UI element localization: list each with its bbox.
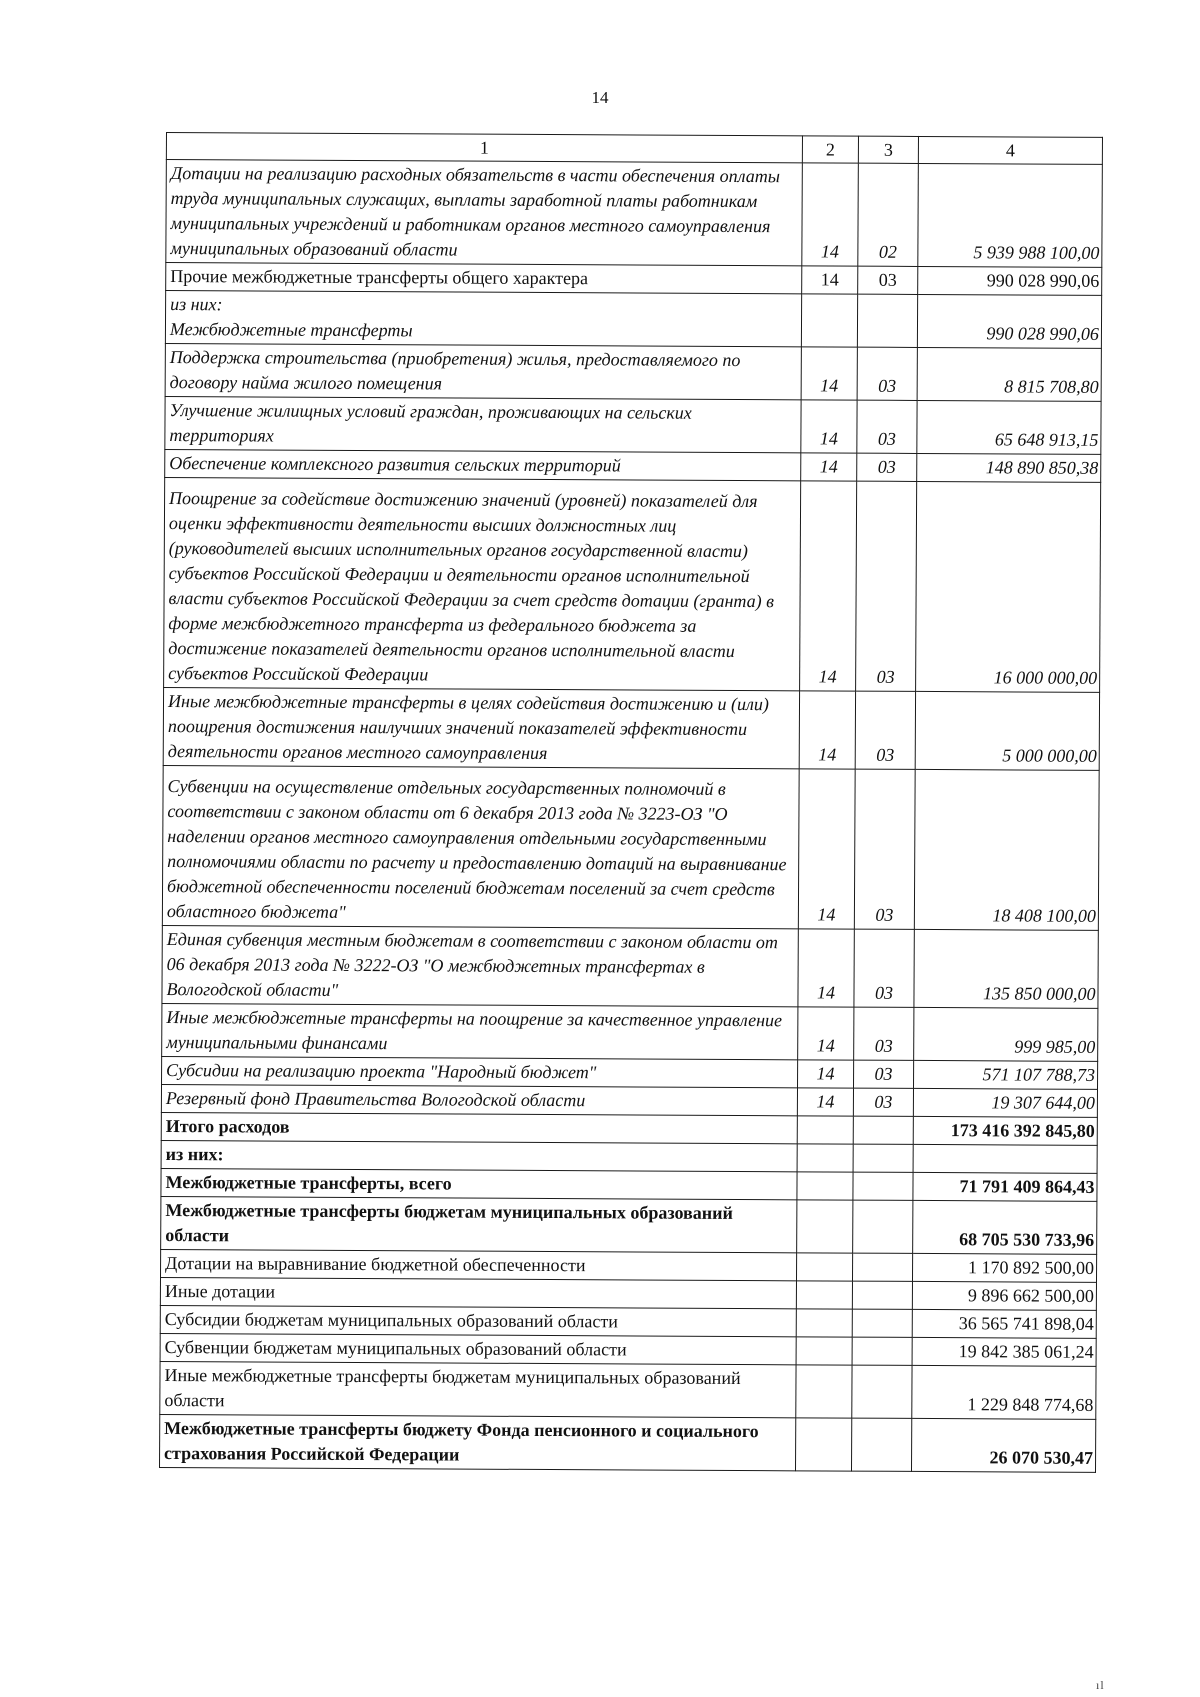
row-name-cell: из них: bbox=[161, 1140, 797, 1171]
row-section-cell bbox=[797, 1144, 853, 1172]
row-name-cell: Межбюджетные трансферты, всего bbox=[161, 1168, 797, 1199]
row-section-cell: 14 bbox=[801, 347, 857, 400]
row-amount-cell: 8 815 708,80 bbox=[917, 347, 1101, 401]
row-amount-cell: 148 890 850,38 bbox=[917, 453, 1101, 482]
row-subsection-cell: 03 bbox=[855, 691, 915, 769]
row-subsection-cell bbox=[851, 1418, 911, 1471]
row-section-cell: 14 bbox=[802, 266, 858, 294]
row-subsection-cell: 03 bbox=[857, 453, 917, 481]
table-row bbox=[166, 160, 1103, 268]
row-amount-cell: 68 705 530 733,96 bbox=[913, 1200, 1097, 1254]
row-subsection-cell bbox=[853, 1116, 913, 1144]
row-section-cell: 14 bbox=[798, 1060, 854, 1088]
row-name-cell: из них: Межбюджетные трансферты bbox=[165, 291, 801, 347]
row-section-cell bbox=[801, 294, 857, 347]
row-name-cell: Субвенции на осуществление отдельных государственных полномочий в соответствии с законом области от 6 декабря 2013 года № 3223-ОЗ "О наделении органов местного самоуправления отдельными государственными полномочиями области по расчету и предоставлению дотаций на выравнивание бюджетной обеспеченности поселений бюджетам поселений за счет средств областного бюджета" bbox=[162, 765, 799, 928]
row-name-cell: Дотации на реализацию расходных обязательств в части обеспечения оплаты труда муниципальных служащих, выплаты заработной платы работникам муниципальных учреждений и работникам органов местного самоуправления муниципальных образований области bbox=[166, 160, 803, 266]
row-subsection-cell: 03 bbox=[853, 1088, 913, 1116]
row-amount-cell: 19 307 644,00 bbox=[913, 1088, 1097, 1117]
row-subsection-cell: 03 bbox=[857, 347, 917, 400]
row-subsection-cell bbox=[852, 1337, 912, 1365]
page-number: 14 bbox=[591, 88, 609, 107]
row-name-cell: Иные дотации bbox=[160, 1277, 796, 1308]
row-name-cell: Обеспечение комплексного развития сельских территорий bbox=[165, 449, 801, 480]
row-amount-cell: 999 985,00 bbox=[914, 1007, 1098, 1061]
table-row bbox=[160, 1361, 1096, 1419]
row-section-cell: 14 bbox=[798, 769, 855, 929]
row-amount-cell: 173 416 392 845,80 bbox=[913, 1116, 1097, 1145]
table-row bbox=[162, 765, 1099, 930]
row-subsection-cell: 03 bbox=[854, 769, 915, 929]
row-section-cell: 14 bbox=[799, 691, 855, 769]
row-name-cell: Улучшение жилищных условий граждан, проживающих на сельских территориях bbox=[165, 396, 801, 452]
row-section-cell: 14 bbox=[798, 1007, 854, 1060]
row-section-cell bbox=[796, 1253, 852, 1281]
table-body bbox=[160, 160, 1103, 1473]
row-section-cell bbox=[797, 1116, 853, 1144]
row-amount-cell: 16 000 000,00 bbox=[916, 481, 1101, 692]
row-subsection-cell bbox=[852, 1281, 912, 1309]
row-amount-cell: 36 565 741 898,04 bbox=[912, 1309, 1096, 1338]
row-section-cell bbox=[796, 1309, 852, 1337]
row-section-cell bbox=[797, 1200, 853, 1253]
row-amount-cell: 71 791 409 864,43 bbox=[913, 1172, 1097, 1201]
row-subsection-cell: 03 bbox=[854, 1007, 914, 1060]
row-section-cell bbox=[796, 1281, 852, 1309]
row-subsection-cell: 03 bbox=[854, 929, 914, 1007]
row-section-cell: 14 bbox=[797, 1088, 853, 1116]
row-section-cell: 14 bbox=[801, 400, 857, 453]
row-amount-cell bbox=[913, 1144, 1097, 1173]
row-subsection-cell: 02 bbox=[858, 163, 919, 266]
table-row bbox=[161, 1196, 1097, 1254]
row-name-cell: Межбюджетные трансферты бюджету Фонда пенсионного и социального страхования Российской Федерации bbox=[160, 1414, 796, 1470]
row-section-cell bbox=[795, 1418, 851, 1471]
row-subsection-cell: 03 bbox=[858, 266, 918, 294]
row-subsection-cell: 03 bbox=[854, 1060, 914, 1088]
row-name-cell: Поощрение за содействие достижению значений (уровней) показателей для оценки эффективности деятельности высших должностных лиц (руководителей высших исполнительных органов государственной власти) субъектов Российской Федерации и деятельности органов исполнительной власти субъектов Российской Федерации за счет средств дотации (гранта) в форме межбюджетного трансферта из федерального бюджета за достижение показателей деятельности органов исполнительной власти субъектов Российской Федерации bbox=[164, 477, 801, 690]
table-row bbox=[165, 291, 1101, 349]
row-section-cell: 14 bbox=[798, 929, 854, 1007]
row-amount-cell: 990 028 990,06 bbox=[918, 266, 1102, 295]
table-row bbox=[164, 477, 1101, 692]
row-amount-cell: 26 070 530,47 bbox=[911, 1418, 1095, 1472]
row-amount-cell: 65 648 913,15 bbox=[917, 400, 1101, 454]
row-name-cell: Субсидии бюджетам муниципальных образований области bbox=[160, 1305, 796, 1336]
table-row bbox=[163, 687, 1099, 770]
table-row bbox=[162, 1003, 1098, 1061]
row-name-cell: Иные межбюджетные трансферты на поощрение за качественное управление муниципальными финансами bbox=[162, 1003, 798, 1059]
row-amount-cell: 571 107 788,73 bbox=[914, 1060, 1098, 1089]
row-amount-cell: 990 028 990,06 bbox=[917, 294, 1101, 348]
header-col-4: 4 bbox=[918, 136, 1102, 164]
header-col-3: 3 bbox=[858, 136, 918, 163]
row-subsection-cell bbox=[852, 1365, 912, 1418]
row-name-cell: Дотации на выравнивание бюджетной обеспеченности bbox=[161, 1249, 797, 1280]
scan-artifact-mark: ıl bbox=[1096, 1678, 1105, 1692]
table-row bbox=[162, 925, 1098, 1008]
row-name-cell: Прочие межбюджетные трансферты общего характера bbox=[166, 263, 802, 294]
row-section-cell: 14 bbox=[801, 453, 857, 481]
row-name-cell: Иные межбюджетные трансферты в целях содействия достижению и (или) поощрения достижения наилучших значений показателей эффективности деятельности органов местного самоуправления bbox=[163, 687, 799, 768]
row-amount-cell: 1 229 848 774,68 bbox=[912, 1365, 1096, 1419]
row-subsection-cell bbox=[852, 1253, 912, 1281]
budget-table-container bbox=[159, 132, 1102, 1473]
table-row bbox=[165, 396, 1101, 454]
row-name-cell: Итого расходов bbox=[161, 1112, 797, 1143]
table-row bbox=[160, 1414, 1096, 1472]
table-row bbox=[165, 343, 1101, 401]
header-col-2: 2 bbox=[802, 136, 858, 163]
row-amount-cell: 5 939 988 100,00 bbox=[918, 163, 1103, 267]
row-subsection-cell: 03 bbox=[857, 400, 917, 453]
row-amount-cell: 1 170 892 500,00 bbox=[912, 1253, 1096, 1282]
row-subsection-cell bbox=[857, 294, 917, 347]
row-amount-cell: 5 000 000,00 bbox=[915, 691, 1099, 770]
row-amount-cell: 9 896 662 500,00 bbox=[912, 1281, 1096, 1310]
row-amount-cell: 19 842 385 061,24 bbox=[912, 1337, 1096, 1366]
row-section-cell: 14 bbox=[800, 481, 857, 691]
row-section-cell bbox=[797, 1172, 853, 1200]
row-subsection-cell bbox=[852, 1309, 912, 1337]
row-name-cell: Единая субвенция местным бюджетам в соответствии с законом области от 06 декабря 2013 года № 3222-ОЗ "О межбюджетных трансфертах в Вологодской области" bbox=[162, 925, 798, 1006]
row-section-cell: 14 bbox=[802, 163, 859, 266]
row-subsection-cell bbox=[853, 1172, 913, 1200]
row-name-cell: Резервный фонд Правительства Вологодской области bbox=[161, 1084, 797, 1115]
row-name-cell: Субсидии на реализацию проекта "Народный бюджет" bbox=[162, 1056, 798, 1087]
row-amount-cell: 18 408 100,00 bbox=[914, 769, 1099, 930]
row-section-cell bbox=[796, 1365, 852, 1418]
row-name-cell: Межбюджетные трансферты бюджетам муниципальных образований области bbox=[161, 1196, 797, 1252]
row-subsection-cell: 03 bbox=[856, 481, 917, 691]
row-section-cell bbox=[796, 1337, 852, 1365]
row-subsection-cell bbox=[853, 1200, 913, 1253]
row-subsection-cell bbox=[853, 1144, 913, 1172]
header-col-1: 1 bbox=[166, 133, 802, 163]
budget-table bbox=[159, 132, 1103, 1473]
row-amount-cell: 135 850 000,00 bbox=[914, 929, 1098, 1008]
row-name-cell: Поддержка строительства (приобретения) жилья, предоставляемого по договору найма жилого помещения bbox=[165, 343, 801, 399]
row-name-cell: Субвенции бюджетам муниципальных образований области bbox=[160, 1333, 796, 1364]
row-name-cell: Иные межбюджетные трансферты бюджетам муниципальных образований области bbox=[160, 1361, 796, 1417]
